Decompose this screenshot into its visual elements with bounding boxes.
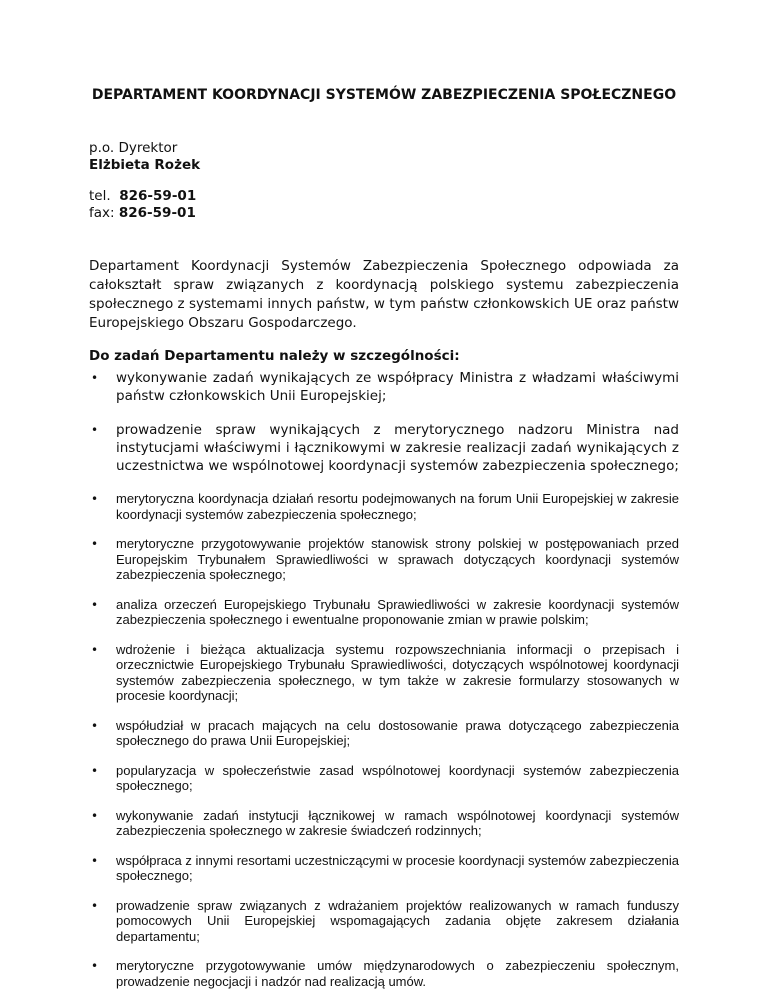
list-item: • wdrożenie i bieżąca aktualizacja systemu rozpowszechniania informacji o przepisach i orzecznictwie Europejskiego Trybunału Sprawiedliwości, dotyczących wspólnotowej koordynacji systemów zabezpieczenia społecznego, w tym także w zakresie formularzy stosowanych w procesie koordynacji; xyxy=(89,642,679,704)
document-page xyxy=(89,86,679,1003)
phone-number: 826-59-01 xyxy=(119,188,197,204)
tasks-list xyxy=(89,369,679,989)
director-block xyxy=(89,140,679,174)
page-title: DEPARTAMENT KOORDYNACJI SYSTEMÓW ZABEZPIECZENIA SPOŁECZNEGO xyxy=(91,87,677,103)
list-item: • współpraca z innymi resortami uczestniczącymi w procesie koordynacji systemów zabezpieczenia społecznego; xyxy=(89,853,679,884)
director-role: p.o. Dyrektor xyxy=(89,140,178,156)
contact-block xyxy=(89,188,679,222)
list-item: • merytoryczne przygotowywanie projektów stanowisk strony polskiej w postępowaniach przed Europejskim Trybunałem Sprawiedliwości w sprawach dotyczących koordynacji systemów zabezpieczenia społecznego; xyxy=(89,536,679,583)
list-item: • merytoryczne przygotowywanie umów międzynarodowych o zabezpieczeniu społecznym, prowadzenie negocjacji i nadzór nad realizacją umów. xyxy=(89,958,679,989)
phone-label: tel. xyxy=(89,188,111,204)
phone-line xyxy=(89,188,679,205)
director-name: Elżbieta Rożek xyxy=(89,157,201,173)
fax-label: fax: xyxy=(89,205,115,221)
tasks-heading: Do zadań Departamentu należy w szczególności: xyxy=(89,348,460,364)
list-item: • prowadzenie spraw wynikających z merytorycznego nadzoru Ministra nad instytucjami właściwymi i łącznikowymi w zakresie realizacji zadań wynikających z uczestnictwa we wspólnotowej koordynacji systemów zabezpieczenia społecznego; xyxy=(89,421,679,475)
intro-paragraph: Departament Koordynacji Systemów Zabezpieczenia Społecznego odpowiada za całokształt spraw związanych z koordynacją polskiego systemu zabezpieczenia społecznego z systemami innych państw, w tym państw członkowskich UE oraz państw Europejskiego Obszaru Gospodarczego. xyxy=(89,258,679,331)
list-item: • wykonywanie zadań instytucji łącznikowej w ramach wspólnotowej koordynacji systemów zabezpieczenia społecznego w zakresie świadczeń rodzinnych; xyxy=(89,808,679,839)
list-item: • prowadzenie spraw związanych z wdrażaniem projektów realizowanych w ramach funduszy pomocowych Unii Europejskiej wspomagających zadania objęte zakresem działania departamentu; xyxy=(89,898,679,945)
list-item: • merytoryczna koordynacja działań resortu podejmowanych na forum Unii Europejskiej w zakresie koordynacji systemów zabezpieczenia społecznego; xyxy=(89,491,679,522)
list-item: • wykonywanie zadań wynikających ze współpracy Ministra z władzami właściwymi państw członkowskich Unii Europejskiej; xyxy=(89,369,679,405)
fax-number: 826-59-01 xyxy=(118,205,196,221)
list-item: • analiza orzeczeń Europejskiego Trybunału Sprawiedliwości w zakresie koordynacji systemów zabezpieczenia społecznego i ewentualne proponowanie zmian w prawie polskim; xyxy=(89,597,679,628)
fax-line xyxy=(89,205,679,222)
list-item: • popularyzacja w społeczeństwie zasad wspólnotowej koordynacji systemów zabezpieczenia społecznego; xyxy=(89,763,679,794)
list-item: • współudział w pracach mających na celu dostosowanie prawa dotyczącego zabezpieczenia społecznego do prawa Unii Europejskiej; xyxy=(89,718,679,749)
